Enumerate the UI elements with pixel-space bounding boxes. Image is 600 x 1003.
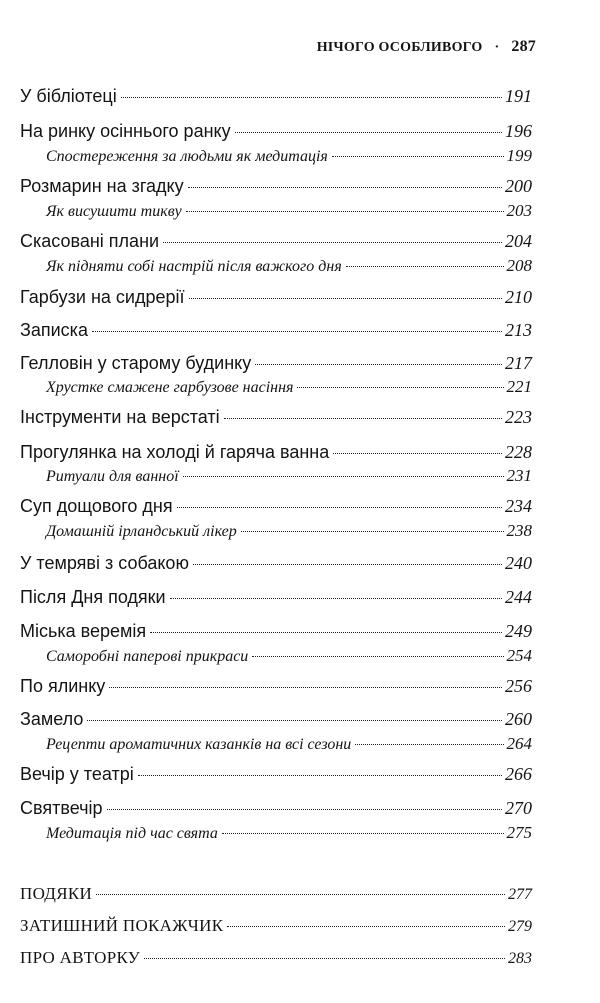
dot-leader — [150, 632, 502, 633]
dot-leader — [193, 564, 502, 565]
toc-subentry-title: Хрустке смажене гарбузове насіння — [46, 379, 294, 396]
toc-subentry — [46, 146, 532, 166]
dot-leader — [144, 958, 505, 959]
dot-leader — [170, 598, 502, 599]
dot-leader — [138, 775, 502, 776]
toc-entry-title: Розмарин на згадку — [20, 176, 184, 196]
toc-subentry-title: Рецепти ароматичних казанків на всі сезони — [46, 736, 352, 753]
toc-subentry — [46, 201, 532, 221]
toc-entry-title: Гелловін у старому будинку — [20, 353, 252, 373]
dot-leader — [333, 453, 502, 454]
toc-subentry-page: 254 — [506, 646, 532, 665]
dot-leader — [96, 894, 505, 895]
dot-leader — [255, 364, 502, 365]
toc-entry — [20, 287, 532, 308]
toc-entry-page: 213 — [505, 320, 532, 340]
toc-entry-page: 240 — [505, 553, 532, 573]
toc-entry-page: 228 — [505, 442, 532, 462]
toc-entry-page: 260 — [505, 709, 532, 729]
toc-entry-page: 217 — [505, 353, 532, 373]
book-title: НІЧОГО ОСОБЛИВОГО — [316, 40, 483, 55]
toc-entry-title: Замело — [20, 709, 84, 729]
dot-leader — [227, 926, 505, 927]
toc-entry — [20, 407, 532, 428]
toc-entry-title: По ялинку — [20, 676, 106, 696]
back-matter-title: ПРО АВТОРКУ — [20, 948, 141, 967]
toc-subentry — [46, 734, 532, 754]
toc-subentry — [46, 377, 532, 397]
toc-subentry — [46, 646, 532, 666]
toc-subentry-page: 199 — [506, 146, 532, 165]
toc-entry — [20, 496, 532, 517]
toc-entry — [20, 442, 532, 463]
toc-entry — [20, 353, 532, 374]
toc-entry-page: 196 — [505, 121, 532, 141]
toc-subentry-title: Як підняти собі настрій після важкого дня — [46, 258, 342, 275]
toc-entry-title: Гарбузи на сидрерії — [20, 287, 185, 307]
toc-subentry-page: 203 — [506, 201, 532, 220]
toc-entry-page: 256 — [505, 676, 532, 696]
toc-subentry-title: Саморобні паперові прикраси — [46, 648, 249, 665]
toc-subentry-page: 231 — [506, 466, 532, 485]
dot-leader — [297, 387, 503, 388]
back-matter-page: 283 — [508, 950, 532, 967]
dot-leader — [235, 132, 502, 133]
toc-entry — [20, 621, 532, 642]
dot-leader — [107, 809, 502, 810]
toc-entry-title: У темряві з собакою — [20, 553, 189, 573]
toc-entry-page: 204 — [505, 231, 532, 251]
toc-entry-title: У бібліотеці — [20, 86, 117, 106]
toc-entry — [20, 587, 532, 608]
dot-leader — [224, 418, 502, 419]
dot-leader — [177, 507, 502, 508]
toc-subentry — [46, 256, 532, 276]
toc-entry-title: Скасовані плани — [20, 231, 160, 251]
toc-subentry-title: Як висушити тикву — [46, 203, 182, 220]
dot-leader — [355, 744, 503, 745]
dot-leader — [252, 656, 503, 657]
back-matter-entry — [20, 884, 532, 904]
toc-subentry-page: 264 — [506, 734, 532, 753]
back-matter-entry — [20, 948, 532, 968]
toc-entry — [20, 320, 532, 341]
back-matter-entry — [20, 916, 532, 936]
toc-entry-page: 244 — [505, 587, 532, 607]
toc-entry-title: Святвечір — [20, 798, 103, 818]
toc-entry-page: 234 — [505, 496, 532, 516]
toc-entry — [20, 676, 532, 697]
toc-entry-title: Після Дня подяки — [20, 587, 166, 607]
toc-entry-title: Суп дощового дня — [20, 496, 173, 516]
back-matter-title: ПОДЯКИ — [20, 884, 93, 903]
dot-leader — [188, 187, 502, 188]
toc-entry-title: На ринку осіннього ранку — [20, 121, 231, 141]
toc-subentry-page: 238 — [506, 521, 532, 540]
dot-leader — [346, 266, 504, 267]
toc-entry-title: Вечір у театрі — [20, 764, 134, 784]
toc-subentry — [46, 521, 532, 541]
toc-entry — [20, 231, 532, 252]
dot-leader — [121, 97, 502, 98]
dot-leader — [87, 720, 502, 721]
toc-subentry — [46, 466, 532, 486]
toc-entry-title: Міська веремія — [20, 621, 147, 641]
toc-subentry-page: 275 — [506, 823, 532, 842]
toc-entry-page: 223 — [505, 407, 532, 427]
toc-entry-page: 249 — [505, 621, 532, 641]
toc-entry-page: 270 — [505, 798, 532, 818]
dot-leader — [332, 156, 504, 157]
dot-leader — [163, 242, 502, 243]
toc-subentry-title: Домашній ірландський лікер — [46, 523, 237, 540]
dot-leader — [92, 331, 502, 332]
toc-entry — [20, 121, 532, 142]
dot-leader — [109, 687, 502, 688]
header-separator: · — [494, 40, 500, 55]
toc-entry — [20, 86, 532, 107]
toc-entry — [20, 553, 532, 574]
toc-entry — [20, 176, 532, 197]
toc-entry-title: Інструменти на верстаті — [20, 407, 220, 427]
dot-leader — [186, 211, 504, 212]
table-of-contents — [20, 0, 532, 1003]
dot-leader — [183, 476, 504, 477]
toc-subentry-title: Ритуали для ванної — [46, 468, 179, 485]
dot-leader — [241, 531, 504, 532]
toc-entry — [20, 709, 532, 730]
dot-leader — [222, 833, 504, 834]
toc-entry-title: Записка — [20, 320, 88, 340]
toc-entry-page: 191 — [505, 86, 532, 106]
toc-subentry-title: Спостереження за людьми як медитація — [46, 148, 328, 165]
toc-entry — [20, 798, 532, 819]
toc-subentry-page: 208 — [506, 256, 532, 275]
toc-entry-page: 210 — [505, 287, 532, 307]
toc-subentry-title: Медитація під час свята — [46, 825, 218, 842]
toc-entry-page: 266 — [505, 764, 532, 784]
toc-subentry-page: 221 — [506, 377, 532, 396]
dot-leader — [189, 298, 502, 299]
toc-entry-page: 200 — [505, 176, 532, 196]
back-matter-page: 279 — [508, 918, 532, 935]
page-number: 287 — [511, 38, 536, 55]
back-matter-title: ЗАТИШНИЙ ПОКАЖЧИК — [20, 916, 224, 935]
back-matter-page: 277 — [508, 886, 532, 903]
toc-subentry — [46, 823, 532, 843]
toc-entry-title: Прогулянка на холоді й гаряча ванна — [20, 442, 330, 462]
toc-entry — [20, 764, 532, 785]
